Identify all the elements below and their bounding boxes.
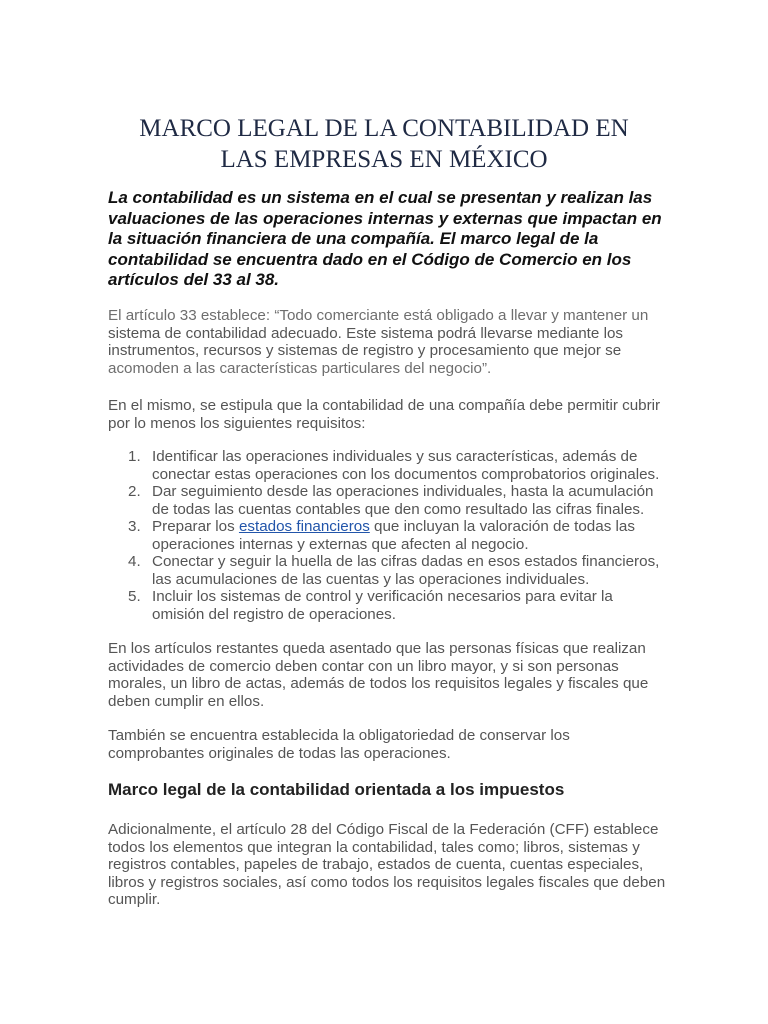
list-item	[108, 483, 668, 518]
article-33-quote-middle: sistema de contabilidad adecuado. Este sistema podrá llevarse mediante los instrumentos, recursos y sistemas de registro y procesamiento que mejor se	[108, 324, 623, 359]
lead-paragraph: La contabilidad es un sistema en el cual se presentan y realizan las valuaciones de las operaciones internas y externas que impactan en la situación financiera de una compañía. El marco legal de la contabilidad se encuentra dado en el Código de Comercio en los artículos del 33 al 38.	[108, 188, 662, 289]
article-33-quote-end: acomoden a las características particulares del negocio”.	[108, 359, 492, 377]
remaining-articles-paragraph: En los artículos restantes queda asentado que las personas físicas que realizan actividades de comercio deben contar con un libro mayor, y si son personas morales, un libro de actas, además de todos los requisitos legales y fiscales que deben cumplir en ellos.	[108, 640, 649, 710]
list-item	[108, 518, 668, 553]
requirements-intro: En el mismo, se estipula que la contabilidad de una compañía debe permitir cubrir por lo menos los siguientes requisitos:	[108, 397, 661, 432]
list-item-text: Conectar y seguir la huella de las cifras dadas en esos estados financieros, las acumulaciones de las cuentas y las operaciones individuales.	[152, 553, 660, 588]
article-33-paragraph	[108, 307, 668, 377]
list-item-text-after-link: que incluyan la valoración de todas las operaciones internas y externas que afecten al negocio.	[152, 518, 635, 553]
list-item	[108, 553, 668, 588]
section-heading: Marco legal de la contabilidad orientada a los impuestos	[108, 780, 565, 799]
list-item-number: 2.	[128, 483, 141, 500]
list-item-text: Identificar las operaciones individuales y sus características, además de conectar estas operaciones con los documentos comprobatorios originales.	[152, 448, 660, 483]
list-item-text-before-link: Preparar los	[152, 518, 239, 535]
list-item-text: Dar seguimiento desde las operaciones individuales, hasta la acumulación de todas las cuentas contables que den como resultado las cifras finales.	[152, 483, 654, 518]
list-item-number: 3.	[128, 518, 141, 535]
title-line-2: LAS EMPRESAS EN MÉXICO	[220, 146, 548, 173]
list-item-text: Incluir los sistemas de control y verificación necesarios para evitar la omisión del registro de operaciones.	[152, 588, 613, 623]
list-item	[108, 588, 668, 623]
article-33-quote-start: El artículo 33 establece: “Todo comerciante está obligado a llevar y mantener un	[108, 307, 649, 324]
requirements-list	[108, 448, 668, 623]
list-item-number: 4.	[128, 553, 141, 570]
estados-financieros-link[interactable]: estados financieros	[238, 518, 370, 535]
title-line-1: MARCO LEGAL DE LA CONTABILIDAD EN	[139, 115, 629, 142]
cff-paragraph: Adicionalmente, el artículo 28 del Código Fiscal de la Federación (CFF) establece todos los elementos que integran la contabilidad, tales como; libros, sistemas y registros contables, papeles de trabajo, estados de cuenta, cuentas especiales, libros y registros sociales, así como todos los requisitos legales fiscales que deben cumplir.	[108, 821, 666, 908]
preservation-paragraph: También se encuentra establecida la obligatoriedad de conservar los comprobantes originales de todas las operaciones.	[108, 727, 570, 762]
list-item-number: 1.	[128, 448, 141, 465]
list-item-number: 5.	[128, 588, 141, 605]
document-title	[60, 113, 708, 175]
list-item	[108, 448, 668, 483]
